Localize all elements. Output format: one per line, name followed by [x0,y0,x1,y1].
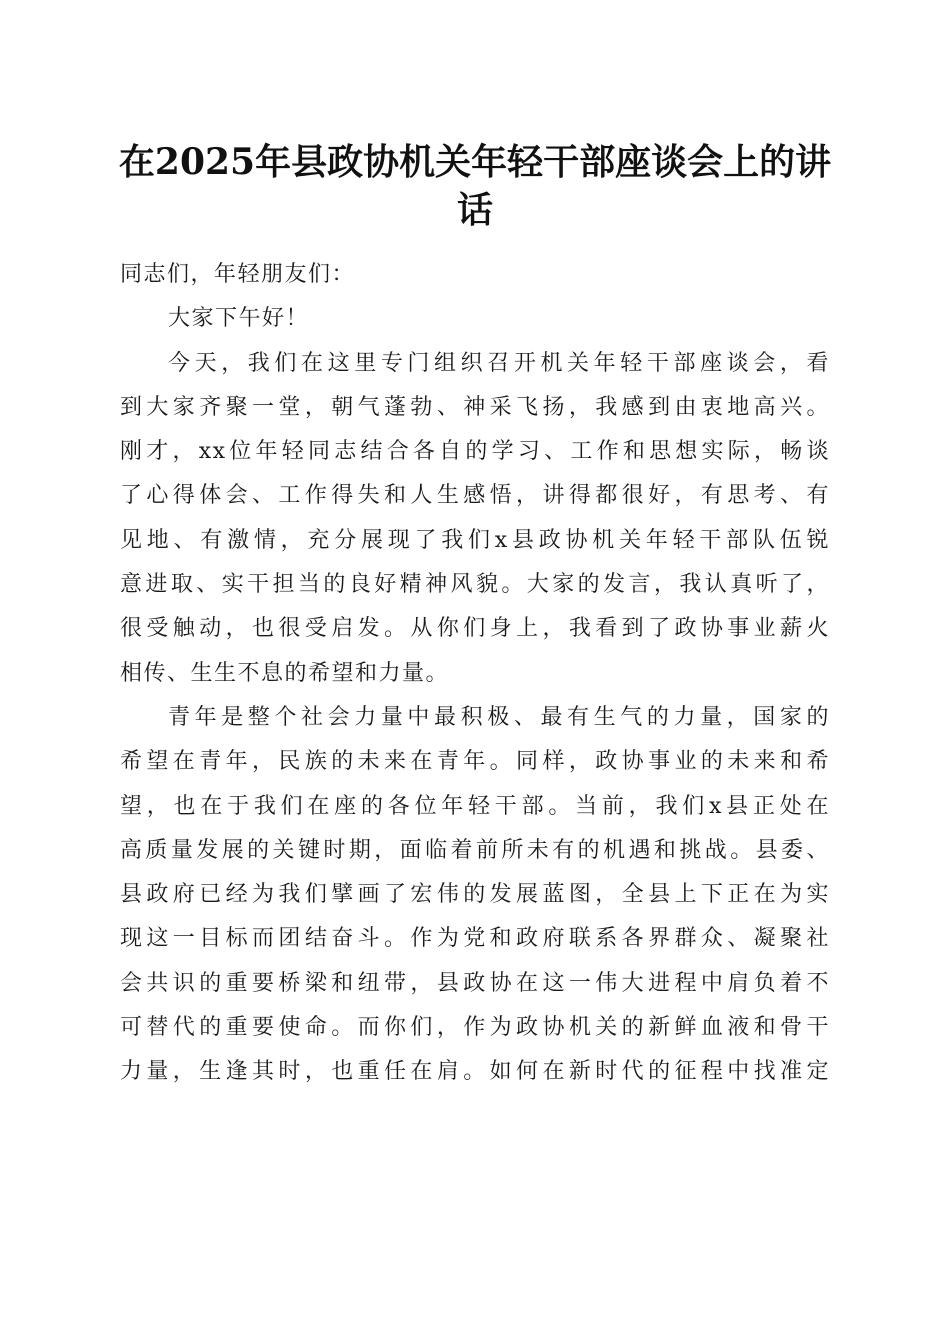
paragraph-line: 现这一目标而团结奋斗。作为党和政府联系各界群众、凝聚社 [120,926,830,952]
greeting-line: 大家下午好！ [168,306,310,332]
title-line-2: 话 [456,189,493,231]
paragraph-line: 高质量发展的关键时期，面临着前所未有的机遇和挑战。县委、 [120,837,830,863]
paragraph-line: 意进取、实干担当的良好精神风貌。大家的发言，我认真听了， [120,572,830,598]
paragraph-line: 力量，生逢其时，也重任在肩。如何在新时代的征程中找准定 [120,1059,830,1085]
paragraph-line: 很受触动，也很受启发。从你们身上，我看到了政协事业薪火 [120,616,830,642]
paragraph-line: 见地、有激情，充分展现了我们x县政协机关年轻干部队伍锐 [120,527,830,553]
paragraph-line: 到大家齐聚一堂，朝气蓬勃、神采飞扬，我感到由衷地高兴。 [120,394,830,420]
paragraph-line: 刚才，xx位年轻同志结合各自的学习、工作和思想实际，畅谈 [120,439,830,465]
title-line-1: 在2025年县政协机关年轻干部座谈会上的讲 [118,141,832,183]
paragraph-line: 今天，我们在这里专门组织召开机关年轻干部座谈会，看 [168,350,830,376]
paragraph-line: 会共识的重要桥梁和纽带，县政协在这一伟大进程中肩负着不 [120,970,830,996]
document-body [120,253,830,1095]
salutation: 同志们，年轻朋友们： [120,262,356,287]
document-title [110,138,840,234]
paragraph-line: 了心得体会、工作得失和人生感悟，讲得都很好，有思考、有 [120,483,830,509]
paragraph-line: 希望在青年，民族的未来在青年。同样，政协事业的未来和希 [120,749,830,775]
paragraph-line: 青年是整个社会力量中最积极、最有生气的力量，国家的 [168,704,830,730]
paragraph-line: 望，也在于我们在座的各位年轻干部。当前，我们x县正处在 [120,793,830,819]
paragraph-line: 县政府已经为我们擘画了宏伟的发展蓝图，全县上下正在为实 [120,882,830,908]
paragraph-line: 可替代的重要使命。而你们，作为政协机关的新鲜血液和骨干 [120,1015,830,1041]
paragraph-line: 相传、生生不息的希望和力量。 [120,660,450,686]
